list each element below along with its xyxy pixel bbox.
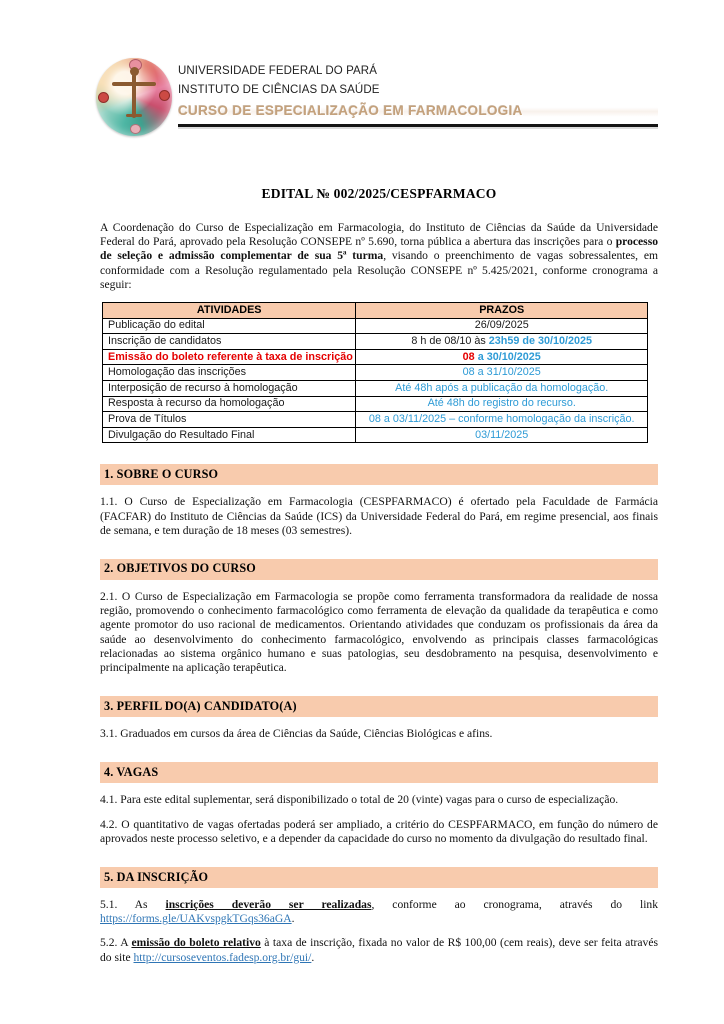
section-heading-5: 5. DA INSCRIÇÃO [100,867,658,888]
text-run: 2.1. O Curso de Especialização em Farmacologia se propõe como ferramenta transformadora da realidade de nossa região, promovendo o conhecimento farmacológico como ferramenta de elevação da qualidade da terapêutica e como agente promotor do uso racional de medicamentos. Orientando atividades que conduzam os profissionais da área da saúde ao desenvolvimento do conhecimento farmacológico, envolvendo as principais classes farmacológicas relacionadas ao sistema orgânico humano e suas patologias, seu desdobramento na pesquisa, desenvolvimento e principalmente na aplicação terapêutica. [100,589,658,674]
prazo-text: 8 h de 08/10 às [411,335,489,347]
prazo-cell [356,318,648,334]
section-heading-2: 2. OBJETIVOS DO CURSO [100,559,658,580]
text-run: 1.1. O Curso de Especialização em Farmacologia (CESPFARMACO) é ofertado pela Faculdade de Farmácia (FACFAR) do Instituto de Ciências da Saúde (ICS) da Universidade Federal do Pará, em regime presencial, aos finais de semana, e tem duração de 18 meses (03 semestres). [100,495,658,537]
prazo-cell [356,412,648,428]
table-row [103,380,648,396]
text-run: emissão do boleto relativo [131,936,261,950]
table-row [103,365,648,381]
text-run: 4.2. O quantitativo de vagas ofertadas poderá ser ampliado, a critério do CESPFARMACO, em função do número de aprovados neste processo seletivo, e a depender da capacidade do curso no momento da divulgação do resultado final. [100,817,658,845]
prazo-text: Até 48h do registro do recurso. [427,397,576,410]
organ-icon-bottom [130,124,141,134]
header-text-block [178,56,658,127]
section-paragraph [100,898,658,926]
table-row [103,318,648,334]
prazo-text: 03/11/2025 [475,428,529,441]
institute-name: INSTITUTO DE CIÊNCIAS DA SAÚDE [178,84,380,96]
col-header-atividades: ATIVIDADES [103,303,356,319]
text-run: . [311,950,315,964]
text-run: inscrições deverão ser realizadas [165,898,372,911]
prazo-text: 08 [462,350,478,363]
intro-paragraph [100,221,658,292]
activity-cell: Publicação do edital [103,318,356,334]
prazo-cell [356,396,648,412]
organ-icon [159,90,170,101]
activity-cell: Resposta à recurso da homologação [103,396,356,412]
activity-cell: Divulgação do Resultado Final [103,427,356,443]
header-divider [178,124,658,127]
prazo-cell [356,334,648,350]
section-paragraph [100,495,658,538]
table-row [103,427,648,443]
col-header-prazos: PRAZOS [356,303,648,319]
prazo-text: Até 48h após a publicação da homologação. [395,381,609,394]
hyperlink[interactable]: https://forms.gle/UAKvspgkTGqs36aGA [100,912,292,926]
sections-container [100,464,658,964]
text-run: , conforme ao cronograma, através do link [371,898,659,911]
university-logo [96,58,172,136]
table-row [103,396,648,412]
table-row [103,349,648,365]
section-paragraph [100,590,658,675]
prazo-cell [356,427,648,443]
table-header-row [103,303,648,319]
section-paragraph [100,727,658,741]
prazo-text: 08 a 03/11/2025 – conforme homologação da inscrição. [368,412,635,425]
prazo-cell [356,349,648,365]
section-heading-3: 3. PERFIL DO(A) CANDIDATO(A) [100,696,658,717]
activity-cell: Homologação das inscrições [103,365,356,381]
text-run: 5.1. As [100,898,166,911]
section-paragraph [100,936,658,964]
section-paragraph [100,793,658,807]
text-run: 5.2. A [100,936,132,950]
text-run: 4.1. Para este edital suplementar, será disponibilizado o total de 20 (vinte) vagas para o curso de especialização. [100,793,619,807]
activity-cell: Emissão do boleto referente à taxa de inscrição [103,349,356,365]
text-run: , visando o preenchimento de vagas sobressalentes, em conformidade com a Resolução regulamentado pela Resolução CONSEPE nº 5.425/2021, conforme cronograma a seguir: [100,249,658,291]
vitruvian-figure-legs [126,114,142,117]
text-run: . [291,912,295,926]
course-name: CURSO DE ESPECIALIZAÇÃO EM FARMACOLOGIA [178,100,658,121]
schedule-table-body [103,318,648,443]
section-heading-1: 1. SOBRE O CURSO [100,464,658,485]
prazo-text: 26/09/2025 [474,319,529,332]
vitruvian-figure-body [132,74,136,118]
section-paragraph [100,818,658,846]
prazo-cell [356,380,648,396]
text-run: à taxa de inscrição, fixada no valor de R$ 100,00 (cem reais), deve ser feita através do site [100,936,659,964]
text-run: 3.1. Graduados em cursos da área de Ciências da Saúde, Ciências Biológicas e afins. [100,727,493,741]
table-row [103,334,648,350]
document-title: EDITAL № 002/2025/CESPFARMACO [261,186,497,201]
prazo-text: 23h59 de 30/10/2025 [488,335,593,347]
table-row [103,412,648,428]
document-header [100,56,658,136]
section-heading-4: 4. VAGAS [100,762,658,783]
activity-cell: Interposição de recurso à homologação [103,380,356,396]
heart-icon [98,92,109,103]
activity-cell: Inscrição de candidatos [103,334,356,350]
text-run: processo de seleção e admissão complementar de sua 5ª turma [100,235,658,263]
text-run: A Coordenação do Curso de Especialização em Farmacologia, do Instituto de Ciências da Saúde da Universidade Federal do Pará, aprovado pela Resolução CONSEPE nº 5.690, torna pública a abertura das inscrições para o [100,221,658,249]
prazo-text: a 30/10/2025 [477,350,541,363]
hyperlink[interactable]: http://cursoseventos.fadesp.org.br/gui/ [133,950,312,964]
schedule-table [102,302,648,443]
university-name: UNIVERSIDADE FEDERAL DO PARÁ [178,65,377,77]
prazo-cell [356,365,648,381]
activity-cell: Prova de Títulos [103,412,356,428]
prazo-text: 08 a 31/10/2025 [462,366,541,379]
